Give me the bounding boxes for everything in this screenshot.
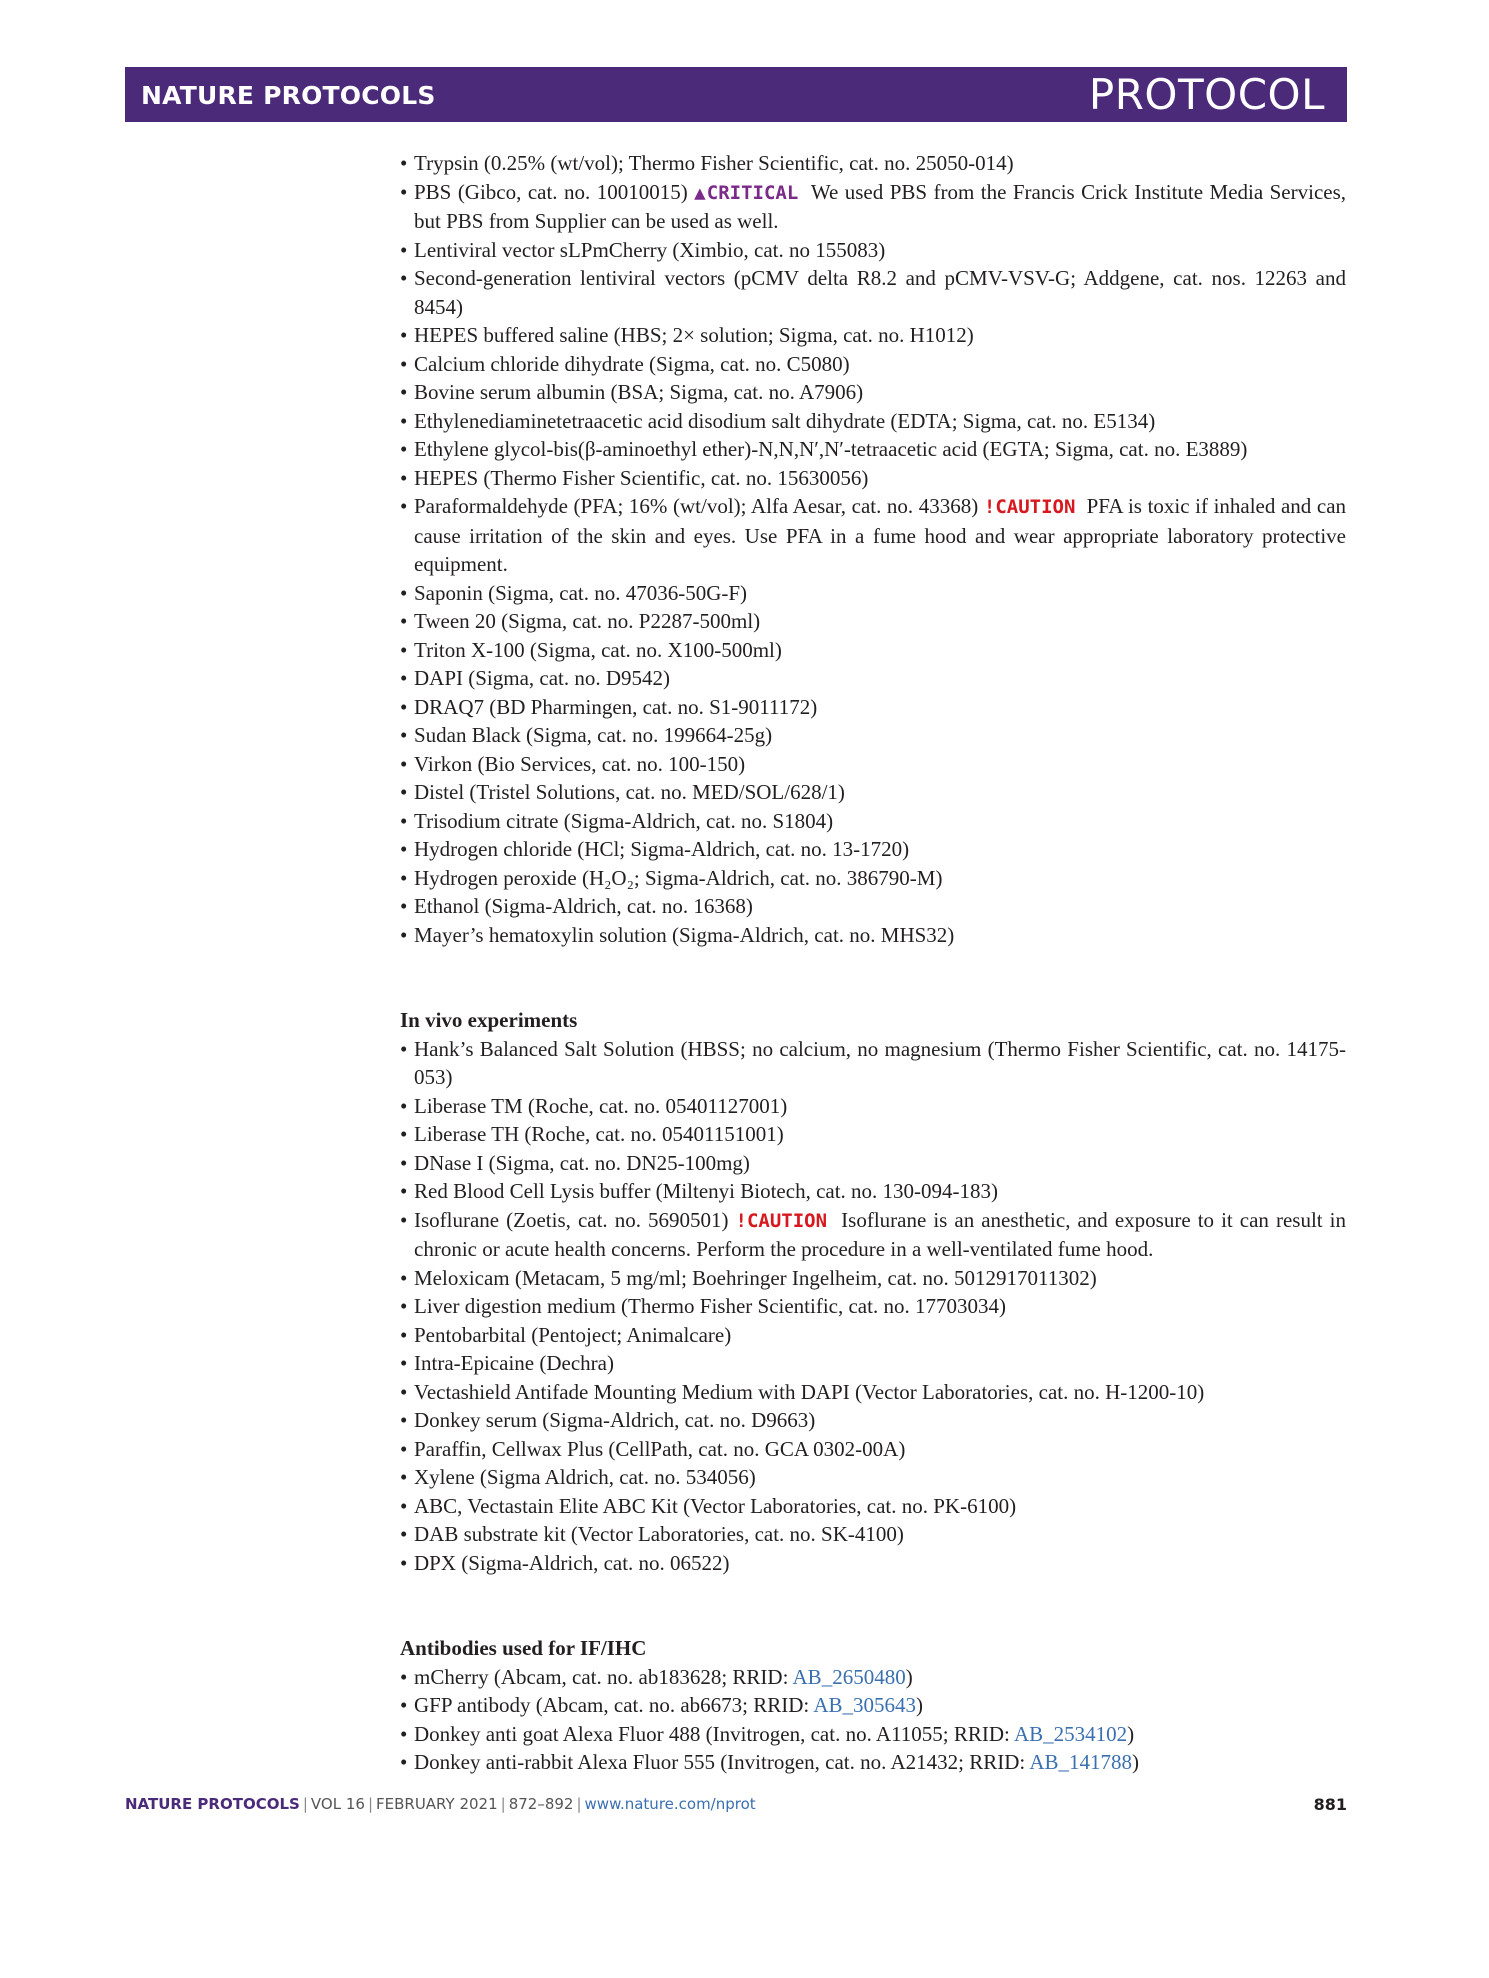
- list-item: • Mayer’s hematoxylin solution (Sigma-Aldrich, cat. no. MHS32): [400, 921, 1346, 950]
- list-item: • HEPES buffered saline (HBS; 2× solution; Sigma, cat. no. H1012): [400, 321, 1346, 350]
- journal-banner: [125, 67, 1347, 122]
- list-item: • ABC, Vectastain Elite ABC Kit (Vector Laboratories, cat. no. PK-6100): [400, 1492, 1346, 1521]
- journal-name: NATURE PROTOCOLS: [141, 81, 436, 110]
- list-item: • DAPI (Sigma, cat. no. D9542): [400, 664, 1346, 693]
- footer-journal: NATURE PROTOCOLS: [125, 1795, 300, 1813]
- page-footer: NATURE PROTOCOLS | VOL 16 | FEBRUARY 2021 | 872–892 | www.nature.com/nprot 881: [125, 1795, 1347, 1814]
- list-item: • Liberase TM (Roche, cat. no. 05401127001): [400, 1092, 1346, 1121]
- list-item: • Liberase TH (Roche, cat. no. 05401151001): [400, 1120, 1346, 1149]
- list-item: • Intra-Epicaine (Dechra): [400, 1349, 1346, 1378]
- list-item: • Triton X-100 (Sigma, cat. no. X100-500ml): [400, 636, 1346, 665]
- rrid-link[interactable]: AB_305643: [813, 1693, 917, 1717]
- caution-flag: !CAUTION: [735, 1209, 828, 1232]
- antibodies-list: [400, 1663, 1346, 1777]
- list-item: • Hank’s Balanced Salt Solution (HBSS; no calcium, no magnesium (Thermo Fisher Scientific, cat. no. 14175-053): [400, 1035, 1346, 1092]
- list-item: • Pentobarbital (Pentoject; Animalcare): [400, 1321, 1346, 1350]
- footer-volume: VOL 16: [310, 1795, 365, 1813]
- list-item: • Saponin (Sigma, cat. no. 47036-50G-F): [400, 579, 1346, 608]
- list-item: • DAB substrate kit (Vector Laboratories, cat. no. SK-4100): [400, 1520, 1346, 1549]
- rrid-link[interactable]: AB_2650480: [792, 1664, 906, 1689]
- list-item: • Calcium chloride dihydrate (Sigma, cat. no. C5080): [400, 350, 1346, 379]
- list-item: • Bovine serum albumin (BSA; Sigma, cat. no. A7906): [400, 378, 1346, 407]
- list-item: • Hydrogen peroxide (H₂O₂; Sigma-Aldrich, cat. no. 386790-M): [400, 864, 1346, 893]
- list-item: • Red Blood Cell Lysis buffer (Miltenyi Biotech, cat. no. 130-094-183): [400, 1177, 1346, 1206]
- list-item: • Hydrogen chloride (HCl; Sigma-Aldrich, cat. no. 13-1720): [400, 835, 1346, 864]
- materials-list: [400, 149, 1346, 1777]
- list-item: • HEPES (Thermo Fisher Scientific, cat. no. 15630056): [400, 464, 1346, 493]
- list-item: • DPX (Sigma-Aldrich, cat. no. 06522): [400, 1549, 1346, 1578]
- list-item: • DNase I (Sigma, cat. no. DN25-100mg): [400, 1149, 1346, 1178]
- list-item: • Tween 20 (Sigma, cat. no. P2287-500ml): [400, 607, 1346, 636]
- rrid-link[interactable]: AB_2534102: [1013, 1721, 1128, 1746]
- list-item: • Trisodium citrate (Sigma-Aldrich, cat. no. S1804): [400, 807, 1346, 836]
- list-item: • Meloxicam (Metacam, 5 mg/ml; Boehringer Ingelheim, cat. no. 5012917011302): [400, 1264, 1346, 1293]
- in-vivo-list: [400, 1035, 1346, 1578]
- section-heading-in-vivo: In vivo experiments: [400, 1008, 578, 1032]
- list-item: • Liver digestion medium (Thermo Fisher Scientific, cat. no. 17703034): [400, 1292, 1346, 1321]
- list-item: • Paraffin, Cellwax Plus (CellPath, cat. no. GCA 0302-00A): [400, 1435, 1346, 1464]
- list-item: • Sudan Black (Sigma, cat. no. 199664-25g): [400, 721, 1346, 750]
- list-item: • mCherry (Abcam, cat. no. ab183628; RRID: AB_2650480): [400, 1663, 1346, 1692]
- list-item: • Trypsin (0.25% (wt/vol); Thermo Fisher Scientific, cat. no. 25050-014): [400, 149, 1346, 178]
- list-item: • Isoflurane (Zoetis, cat. no. 5690501) !CAUTION Isoflurane is an anesthetic, and exposure to it can result in chronic or acute health concerns. Perform the procedure in a well-ventilated fume hood.: [400, 1206, 1346, 1264]
- list-item: • Donkey anti goat Alexa Fluor 488 (Invitrogen, cat. no. A11055; RRID: AB_2534102): [400, 1720, 1346, 1749]
- list-item: • PBS (Gibco, cat. no. 10010015) ▲CRITICAL We used PBS from the Francis Crick Institute Media Services, but PBS from Supplier can be used as well.: [400, 178, 1346, 236]
- footer-date: FEBRUARY 2021: [376, 1795, 498, 1813]
- list-item: • Xylene (Sigma Aldrich, cat. no. 534056): [400, 1463, 1346, 1492]
- critical-flag: ▲CRITICAL: [694, 181, 799, 204]
- list-item: • Ethylenediaminetetraacetic acid disodium salt dihydrate (EDTA; Sigma, cat. no. E5134): [400, 407, 1346, 436]
- list-item: • Distel (Tristel Solutions, cat. no. MED/SOL/628/1): [400, 778, 1346, 807]
- footer-url[interactable]: www.nature.com/nprot: [584, 1795, 756, 1813]
- list-item: • Ethanol (Sigma-Aldrich, cat. no. 16368): [400, 892, 1346, 921]
- list-item: • Ethylene glycol-bis(β-aminoethyl ether)-N,N,N′,N′-tetraacetic acid (EGTA; Sigma, cat. no. E3889): [400, 435, 1346, 464]
- list-item: • Virkon (Bio Services, cat. no. 100-150): [400, 750, 1346, 779]
- list-item: • Lentiviral vector sLPmCherry (Ximbio, cat. no 155083): [400, 236, 1346, 265]
- caution-flag: !CAUTION: [983, 496, 1076, 518]
- list-item: • Paraformaldehyde (PFA; 16% (wt/vol); Alfa Aesar, cat. no. 43368) !CAUTION PFA is toxic if inhaled and can cause irritation of the skin and eyes. Use PFA in a fume hood and wear appropriate laboratory protective equipment.: [400, 492, 1346, 579]
- page-number: 881: [1313, 1795, 1347, 1814]
- list-item: • Donkey serum (Sigma-Aldrich, cat. no. D9663): [400, 1406, 1346, 1435]
- section-heading-antibodies: Antibodies used for IF/IHC: [400, 1636, 647, 1660]
- list-item: • Donkey anti-rabbit Alexa Fluor 555 (Invitrogen, cat. no. A21432; RRID: AB_141788): [400, 1748, 1346, 1777]
- article-type: PROTOCOL: [1088, 70, 1325, 119]
- reagents-list: [400, 149, 1346, 949]
- list-item: • GFP antibody (Abcam, cat. no. ab6673; RRID: AB_305643): [400, 1691, 1346, 1720]
- list-item: • Second-generation lentiviral vectors (pCMV delta R8.2 and pCMV-VSV-G; Addgene, cat. nos. 12263 and 8454): [400, 264, 1346, 321]
- footer-pages: 872–892: [508, 1795, 574, 1813]
- rrid-link[interactable]: AB_141788: [1029, 1750, 1133, 1774]
- list-item: • DRAQ7 (BD Pharmingen, cat. no. S1-9011172): [400, 693, 1346, 722]
- list-item: • Vectashield Antifade Mounting Medium with DAPI (Vector Laboratories, cat. no. H-1200-10): [400, 1378, 1346, 1407]
